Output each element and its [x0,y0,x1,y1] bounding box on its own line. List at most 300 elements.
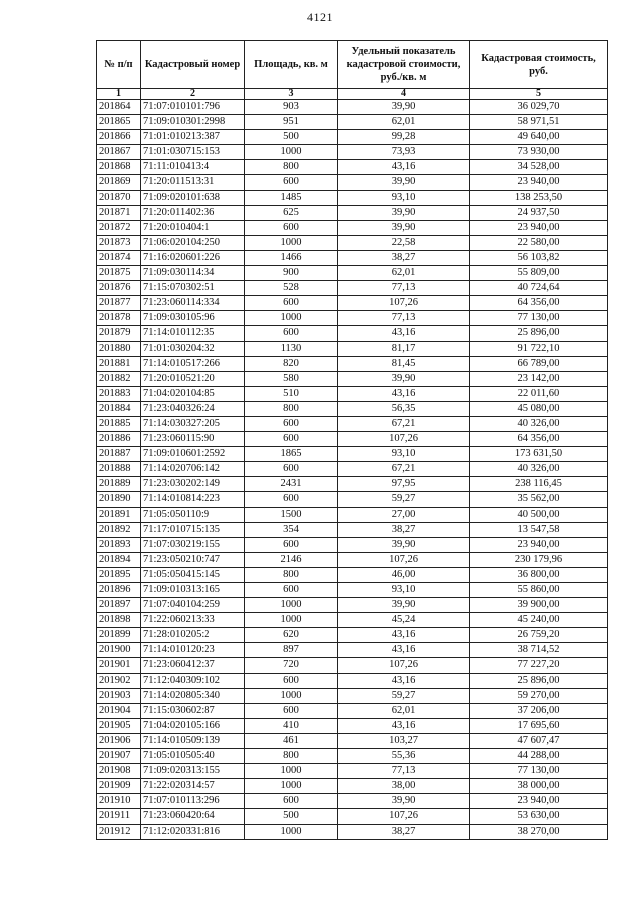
area-cell: 1000 [245,311,338,326]
cadastral-number-cell: 71:07:010101:796 [141,100,245,115]
table-row [97,401,608,416]
specific-value-cell: 73,93 [338,145,470,160]
table-row [97,386,608,401]
row-number-cell: 201866 [97,130,141,145]
area-cell: 600 [245,492,338,507]
area-cell: 500 [245,809,338,824]
cadastral-number-cell: 71:09:010313:165 [141,583,245,598]
cadastral-number-cell: 71:05:050415:145 [141,567,245,582]
cadastral-cost-cell: 24 937,50 [470,205,608,220]
cadastral-cost-cell: 58 971,51 [470,115,608,130]
row-number-cell: 201884 [97,401,141,416]
specific-value-cell: 59,27 [338,492,470,507]
table-row [97,673,608,688]
specific-value-cell: 43,16 [338,386,470,401]
cadastral-number-cell: 71:01:010213:387 [141,130,245,145]
table-row [97,764,608,779]
cadastral-cost-cell: 34 528,00 [470,160,608,175]
row-number-cell: 201877 [97,296,141,311]
row-number-cell: 201902 [97,673,141,688]
row-number-cell: 201897 [97,598,141,613]
cadastral-cost-cell: 77 130,00 [470,311,608,326]
table-row [97,643,608,658]
table-row [97,583,608,598]
area-cell: 410 [245,718,338,733]
row-number-cell: 201874 [97,250,141,265]
cadastral-cost-cell: 37 206,00 [470,703,608,718]
row-number-cell: 201879 [97,326,141,341]
row-number-cell: 201872 [97,220,141,235]
area-cell: 720 [245,658,338,673]
area-cell: 528 [245,281,338,296]
table-row [97,145,608,160]
table-row [97,190,608,205]
row-number-cell: 201896 [97,583,141,598]
cadastral-number-cell: 71:16:020601:226 [141,250,245,265]
cadastral-cost-cell: 23 142,00 [470,371,608,386]
cadastral-number-cell: 71:28:010205:2 [141,628,245,643]
cadastral-cost-cell: 45 240,00 [470,613,608,628]
cadastral-number-cell: 71:09:010601:2592 [141,447,245,462]
cadastral-cost-cell: 49 640,00 [470,130,608,145]
cadastral-number-cell: 71:05:050110:9 [141,507,245,522]
row-number-cell: 201911 [97,809,141,824]
cadastral-number-cell: 71:14:010814:223 [141,492,245,507]
cadastral-number-cell: 71:14:010120:23 [141,643,245,658]
cadastral-cost-cell: 26 759,20 [470,628,608,643]
header-cadastral-cost: Кадастровая стоимость, руб. [470,41,608,89]
specific-value-cell: 43,16 [338,643,470,658]
row-number-cell: 201891 [97,507,141,522]
area-cell: 500 [245,130,338,145]
area-cell: 600 [245,462,338,477]
area-cell: 461 [245,733,338,748]
column-number: 3 [245,89,338,100]
specific-value-cell: 22,58 [338,235,470,250]
cadastral-cost-cell: 59 270,00 [470,688,608,703]
area-cell: 1000 [245,613,338,628]
area-cell: 800 [245,567,338,582]
table-row [97,371,608,386]
area-cell: 600 [245,673,338,688]
area-cell: 1000 [245,598,338,613]
cadastral-number-cell: 71:20:010404:1 [141,220,245,235]
table-row [97,613,608,628]
table-row [97,598,608,613]
table-row [97,432,608,447]
row-number-cell: 201908 [97,764,141,779]
cadastral-number-cell: 71:23:060114:334 [141,296,245,311]
cadastral-cost-cell: 25 896,00 [470,326,608,341]
cadastral-cost-cell: 40 326,00 [470,416,608,431]
cadastral-cost-cell: 77 130,00 [470,764,608,779]
table-row [97,733,608,748]
cadastral-cost-cell: 66 789,00 [470,356,608,371]
specific-value-cell: 39,90 [338,598,470,613]
table-row [97,281,608,296]
area-cell: 2431 [245,477,338,492]
row-number-cell: 201868 [97,160,141,175]
table-row [97,115,608,130]
area-cell: 600 [245,416,338,431]
specific-value-cell: 43,16 [338,628,470,643]
cadastral-number-cell: 71:09:030114:34 [141,266,245,281]
cadastral-cost-cell: 38 714,52 [470,643,608,658]
cadastral-number-cell: 71:06:020104:250 [141,235,245,250]
cadastral-cost-cell: 44 288,00 [470,749,608,764]
row-number-cell: 201893 [97,537,141,552]
cadastral-number-cell: 71:04:020104:85 [141,386,245,401]
specific-value-cell: 43,16 [338,326,470,341]
specific-value-cell: 81,17 [338,341,470,356]
row-number-cell: 201889 [97,477,141,492]
table-row [97,552,608,567]
table-row [97,824,608,839]
column-number: 5 [470,89,608,100]
header-row-number: № п/п [97,41,141,89]
row-number-cell: 201905 [97,718,141,733]
specific-value-cell: 27,00 [338,507,470,522]
table-row [97,779,608,794]
specific-value-cell: 39,90 [338,100,470,115]
cadastral-number-cell: 71:20:011402:36 [141,205,245,220]
column-number: 2 [141,89,245,100]
table-row [97,250,608,265]
row-number-cell: 201882 [97,371,141,386]
cadastral-cost-cell: 23 940,00 [470,220,608,235]
area-cell: 600 [245,794,338,809]
cadastral-cost-cell: 45 080,00 [470,401,608,416]
cadastral-number-cell: 71:23:060115:90 [141,432,245,447]
area-cell: 1000 [245,779,338,794]
area-cell: 600 [245,432,338,447]
area-cell: 600 [245,175,338,190]
area-cell: 600 [245,537,338,552]
table-row [97,235,608,250]
row-number-cell: 201901 [97,658,141,673]
specific-value-cell: 39,90 [338,537,470,552]
specific-value-cell: 55,36 [338,749,470,764]
area-cell: 800 [245,160,338,175]
table-row [97,100,608,115]
table-row [97,492,608,507]
row-number-cell: 201890 [97,492,141,507]
cadastral-number-cell: 71:14:030327:205 [141,416,245,431]
cadastral-number-cell: 71:23:050210:747 [141,552,245,567]
cadastral-number-cell: 71:12:040309:102 [141,673,245,688]
cadastral-cost-cell: 38 000,00 [470,779,608,794]
area-cell: 600 [245,583,338,598]
cadastral-number-cell: 71:12:020331:816 [141,824,245,839]
specific-value-cell: 62,01 [338,703,470,718]
cadastral-number-cell: 71:20:011513:31 [141,175,245,190]
row-number-cell: 201870 [97,190,141,205]
table-row [97,160,608,175]
specific-value-cell: 107,26 [338,809,470,824]
specific-value-cell: 43,16 [338,160,470,175]
area-cell: 1485 [245,190,338,205]
specific-value-cell: 67,21 [338,416,470,431]
cadastral-cost-cell: 23 940,00 [470,175,608,190]
specific-value-cell: 107,26 [338,296,470,311]
cadastral-number-cell: 71:14:010509:139 [141,733,245,748]
row-number-cell: 201888 [97,462,141,477]
table-row [97,220,608,235]
page-number: 4121 [307,10,333,24]
cadastral-cost-cell: 40 500,00 [470,507,608,522]
specific-value-cell: 56,35 [338,401,470,416]
cadastral-cost-cell: 13 547,58 [470,522,608,537]
cadastral-cost-cell: 39 900,00 [470,598,608,613]
area-cell: 1000 [245,688,338,703]
cadastral-number-cell: 71:01:030204:32 [141,341,245,356]
table-row [97,175,608,190]
row-number-cell: 201894 [97,552,141,567]
cadastral-number-cell: 71:05:010505:40 [141,749,245,764]
table-row [97,356,608,371]
row-number-cell: 201875 [97,266,141,281]
cadastral-number-cell: 71:09:010301:2998 [141,115,245,130]
cadastral-number-cell: 71:09:020313:155 [141,764,245,779]
table-row [97,628,608,643]
specific-value-cell: 93,10 [338,583,470,598]
cadastral-cost-cell: 25 896,00 [470,673,608,688]
specific-value-cell: 77,13 [338,281,470,296]
area-cell: 1000 [245,824,338,839]
cadastral-cost-cell: 91 722,10 [470,341,608,356]
area-cell: 1865 [245,447,338,462]
table-row [97,266,608,281]
area-cell: 1130 [245,341,338,356]
specific-value-cell: 59,27 [338,688,470,703]
row-number-cell: 201904 [97,703,141,718]
column-number: 4 [338,89,470,100]
row-number-cell: 201886 [97,432,141,447]
row-number-cell: 201881 [97,356,141,371]
cadastral-cost-cell: 64 356,00 [470,432,608,447]
area-cell: 1000 [245,145,338,160]
area-cell: 625 [245,205,338,220]
row-number-cell: 201887 [97,447,141,462]
cadastral-cost-cell: 35 562,00 [470,492,608,507]
table-row [97,718,608,733]
row-number-cell: 201909 [97,779,141,794]
cadastral-cost-cell: 77 227,20 [470,658,608,673]
area-cell: 820 [245,356,338,371]
row-number-cell: 201864 [97,100,141,115]
table-row [97,296,608,311]
area-cell: 580 [245,371,338,386]
row-number-cell: 201883 [97,386,141,401]
area-cell: 897 [245,643,338,658]
row-number-cell: 201899 [97,628,141,643]
cadastral-number-cell: 71:14:020706:142 [141,462,245,477]
area-cell: 600 [245,220,338,235]
table-row [97,447,608,462]
specific-value-cell: 93,10 [338,190,470,205]
area-cell: 600 [245,703,338,718]
table-row [97,749,608,764]
cadastral-number-cell: 71:07:040104:259 [141,598,245,613]
table-row [97,537,608,552]
row-number-cell: 201873 [97,235,141,250]
cadastral-number-cell: 71:01:030715:153 [141,145,245,160]
cadastral-number-cell: 71:15:030602:87 [141,703,245,718]
specific-value-cell: 62,01 [338,115,470,130]
specific-value-cell: 99,28 [338,130,470,145]
cadastral-cost-cell: 22 580,00 [470,235,608,250]
specific-value-cell: 38,27 [338,250,470,265]
row-number-cell: 201876 [97,281,141,296]
area-cell: 620 [245,628,338,643]
table-row [97,522,608,537]
area-cell: 354 [245,522,338,537]
area-cell: 1466 [245,250,338,265]
area-cell: 600 [245,296,338,311]
cadastral-cost-cell: 64 356,00 [470,296,608,311]
specific-value-cell: 62,01 [338,266,470,281]
table-row [97,477,608,492]
cadastral-cost-cell: 23 940,00 [470,794,608,809]
area-cell: 900 [245,266,338,281]
row-number-cell: 201871 [97,205,141,220]
row-number-cell: 201900 [97,643,141,658]
table-row [97,205,608,220]
cadastral-cost-cell: 36 029,70 [470,100,608,115]
row-number-cell: 201906 [97,733,141,748]
row-number-cell: 201878 [97,311,141,326]
row-number-cell: 201907 [97,749,141,764]
area-cell: 800 [245,749,338,764]
specific-value-cell: 38,00 [338,779,470,794]
specific-value-cell: 39,90 [338,205,470,220]
cadastral-cost-cell: 40 724,64 [470,281,608,296]
cadastral-cost-cell: 53 630,00 [470,809,608,824]
cadastral-number-cell: 71:23:030202:149 [141,477,245,492]
specific-value-cell: 43,16 [338,718,470,733]
cadastral-cost-cell: 230 179,96 [470,552,608,567]
specific-value-cell: 39,90 [338,175,470,190]
table-row [97,507,608,522]
row-number-cell: 201867 [97,145,141,160]
cadastral-cost-cell: 36 800,00 [470,567,608,582]
cadastral-number-cell: 71:09:030105:96 [141,311,245,326]
table-row [97,341,608,356]
specific-value-cell: 46,00 [338,567,470,582]
specific-value-cell: 39,90 [338,794,470,809]
cadastral-number-cell: 71:04:020105:166 [141,718,245,733]
specific-value-cell: 77,13 [338,764,470,779]
cadastral-cost-cell: 73 930,00 [470,145,608,160]
specific-value-cell: 39,90 [338,220,470,235]
cadastral-number-cell: 71:14:020805:340 [141,688,245,703]
column-number: 1 [97,89,141,100]
cadastral-cost-cell: 47 607,47 [470,733,608,748]
row-number-cell: 201880 [97,341,141,356]
table-row [97,311,608,326]
specific-value-cell: 103,27 [338,733,470,748]
table-body [97,100,608,840]
cadastral-cost-cell: 238 116,45 [470,477,608,492]
cadastral-cost-cell: 38 270,00 [470,824,608,839]
cadastral-number-cell: 71:20:010521:20 [141,371,245,386]
row-number-cell: 201912 [97,824,141,839]
cadastral-value-table [96,40,608,840]
table-row [97,703,608,718]
row-number-cell: 201892 [97,522,141,537]
cadastral-cost-cell: 138 253,50 [470,190,608,205]
cadastral-cost-cell: 23 940,00 [470,537,608,552]
specific-value-cell: 93,10 [338,447,470,462]
cadastral-number-cell: 71:15:070302:51 [141,281,245,296]
area-cell: 903 [245,100,338,115]
cadastral-cost-cell: 40 326,00 [470,462,608,477]
table-row [97,809,608,824]
cadastral-number-cell: 71:23:060420:64 [141,809,245,824]
row-number-cell: 201910 [97,794,141,809]
header-row [97,41,608,89]
row-number-cell: 201869 [97,175,141,190]
specific-value-cell: 43,16 [338,673,470,688]
table-row [97,326,608,341]
cadastral-cost-cell: 55 860,00 [470,583,608,598]
row-number-cell: 201903 [97,688,141,703]
header-cadastral-number: Кадастровый номер [141,41,245,89]
cadastral-number-cell: 71:22:060213:33 [141,613,245,628]
table-row [97,130,608,145]
specific-value-cell: 45,24 [338,613,470,628]
table-row [97,688,608,703]
specific-value-cell: 81,45 [338,356,470,371]
cadastral-number-cell: 71:07:010113:296 [141,794,245,809]
cadastral-number-cell: 71:22:020314:57 [141,779,245,794]
specific-value-cell: 38,27 [338,824,470,839]
specific-value-cell: 107,26 [338,658,470,673]
header-specific-value: Удельный показатель кадастровой стоимости, руб./кв. м [338,41,470,89]
area-cell: 1000 [245,764,338,779]
area-cell: 600 [245,326,338,341]
row-number-cell: 201865 [97,115,141,130]
table-row [97,658,608,673]
table-row [97,567,608,582]
cadastral-number-cell: 71:23:040326:24 [141,401,245,416]
specific-value-cell: 39,90 [338,371,470,386]
row-number-cell: 201895 [97,567,141,582]
specific-value-cell: 67,21 [338,462,470,477]
column-number-row [97,89,608,100]
cadastral-number-cell: 71:17:010715:135 [141,522,245,537]
cadastral-number-cell: 71:14:010112:35 [141,326,245,341]
area-cell: 1500 [245,507,338,522]
cadastral-cost-cell: 55 809,00 [470,266,608,281]
cadastral-number-cell: 71:14:010517:266 [141,356,245,371]
area-cell: 2146 [245,552,338,567]
cadastral-number-cell: 71:23:060412:37 [141,658,245,673]
area-cell: 951 [245,115,338,130]
row-number-cell: 201898 [97,613,141,628]
specific-value-cell: 38,27 [338,522,470,537]
specific-value-cell: 107,26 [338,552,470,567]
area-cell: 1000 [245,235,338,250]
cadastral-cost-cell: 17 695,60 [470,718,608,733]
area-cell: 510 [245,386,338,401]
row-number-cell: 201885 [97,416,141,431]
cadastral-cost-cell: 173 631,50 [470,447,608,462]
table-row [97,794,608,809]
header-area: Площадь, кв. м [245,41,338,89]
specific-value-cell: 107,26 [338,432,470,447]
specific-value-cell: 97,95 [338,477,470,492]
